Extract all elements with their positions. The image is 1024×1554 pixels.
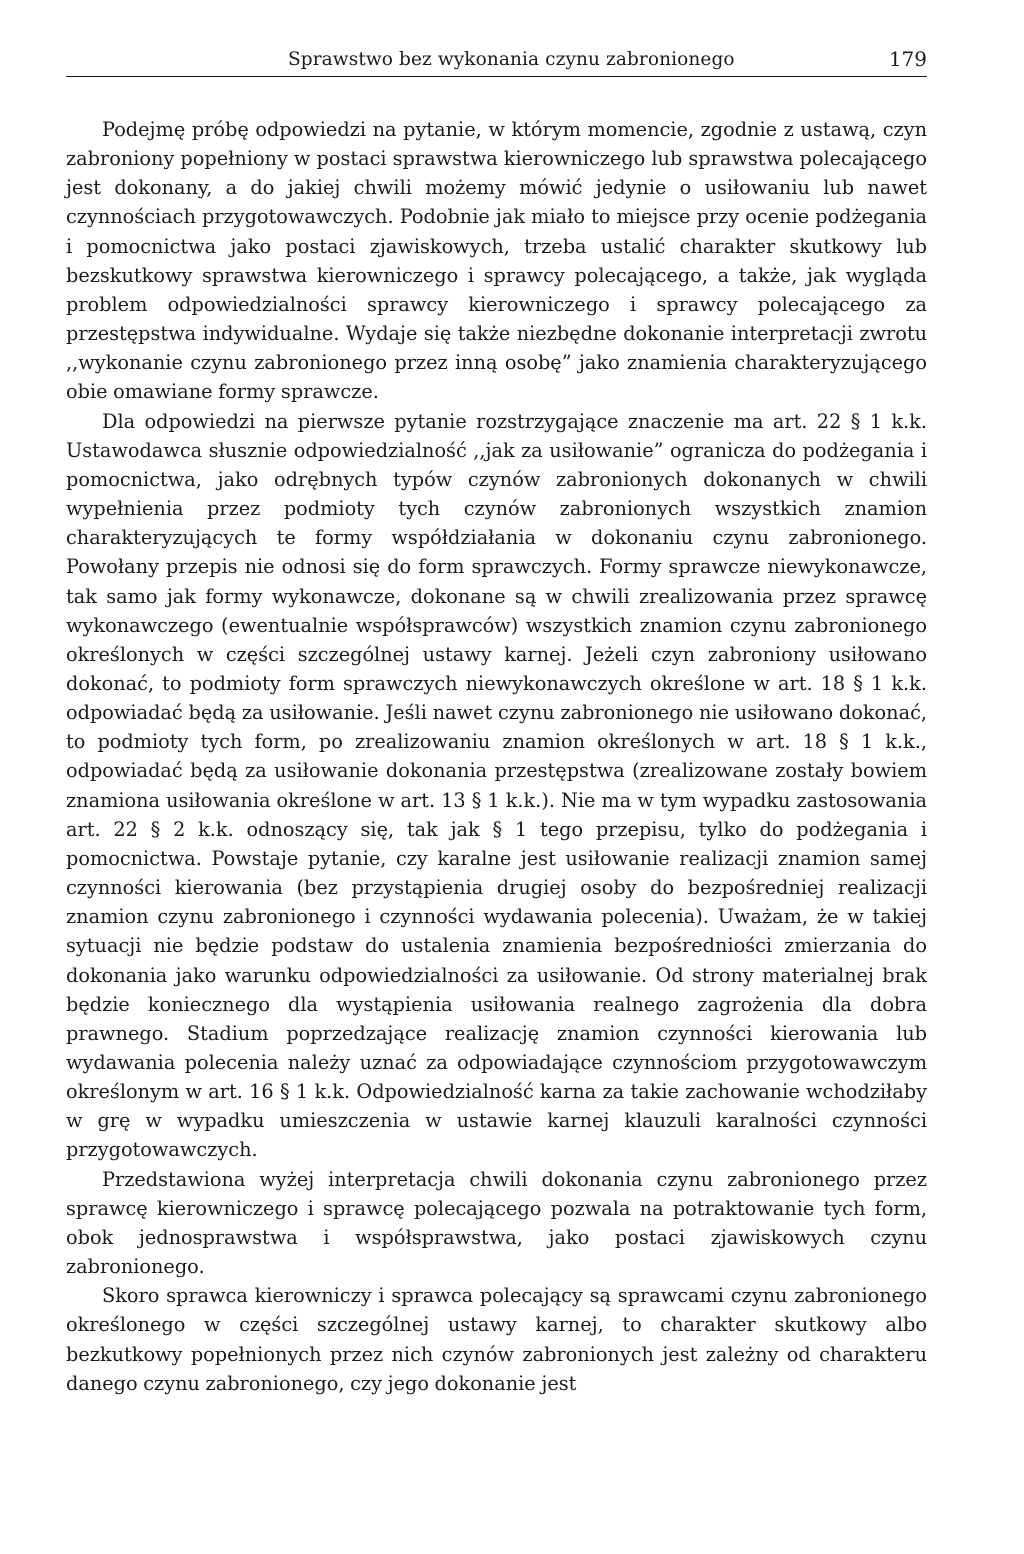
running-header (66, 0, 927, 77)
paragraph-2: Dla odpowiedzi na pierwsze pytanie rozstrzygające znaczenie ma art. 22 § 1 k.k. Ustawodawca słusznie odpowiedzialność ,,jak za usiłowanie” ogranicza do podżegania i pomocnictwa, jako odrębnych typów czynów zabronionych dokonanych w chwili wypełnienia przez podmioty tych czynów zabronionych wszystkich znamion charakteryzujących te formy współdziałania w dokonaniu czynu zabronionego. Powołany przepis nie odnosi się do form sprawczych. Formy sprawcze niewykonawcze, tak samo jak formy wykonawcze, dokonane są w chwili zrealizowania przez sprawcę wykonawczego (ewentualnie współsprawców) wszystkich znamion czynu zabronionego określonych w części szczególnej ustawy karnej. Jeżeli czyn zabroniony usiłowano dokonać, to podmioty form sprawczych niewykonawczych określone w art. 18 § 1 k.k. odpowiadać będą za usiłowanie. Jeśli nawet czynu zabronionego nie usiłowano dokonać, to podmioty tych form, po zrealizowaniu znamion określonych w art. 18 § 1 k.k., odpowiadać będą za usiłowanie dokonania przestępstwa (zrealizowane zostały bowiem znamiona usiłowania określone w art. 13 § 1 k.k.). Nie ma w tym wypadku zastosowania art. 22 § 2 k.k. odnoszący się, tak jak § 1 tego przepisu, tylko do podżegania i pomocnictwa. Powstaje pytanie, czy karalne jest usiłowanie realizacji znamion samej czynności kierowania (bez przystąpienia drugiej osoby do bezpośredniej realizacji znamion czynu zabronionego i czynności wydawania polecenia). Uważam, że w takiej sytuacji nie będzie podstaw do ustalenia znamienia bezpośredniości zmierzania do dokonania jako warunku odpowiedzialności za usiłowanie. Od strony materialnej brak będzie koniecznego dla wystąpienia usiłowania realnego zagrożenia dla dobra prawnego. Stadium poprzedzające realizację znamion czynności kierowania lub wydawania polecenia należy uznać za odpowiadające czynnościom przygotowawczym określonym w art. 16 § 1 k.k. Odpowiedzialność karna za takie zachowanie wchodziłaby w grę w wypadku umieszczenia w ustawie karnej klauzuli karalności czynności przygotowawczych. (66, 409, 927, 1162)
body-text (66, 115, 927, 1398)
page-number: 179 (888, 47, 927, 71)
book-page (66, 0, 927, 1398)
paragraph-3: Przedstawiona wyżej interpretacja chwili dokonania czynu zabronionego przez sprawcę kierowniczego i sprawcę polecającego pozwala na potraktowanie tych form, obok jednosprawstwa i współsprawstwa, jako postaci zjawiskowych czynu zabronionego. (66, 1167, 927, 1279)
paragraph-4: Skoro sprawca kierowniczy i sprawca polecający są sprawcami czynu zabronionego określonego w części szczególnej ustawy karnej, to charakter skutkowy albo bezkutkowy popełnionych przez nich czynów zabronionych jest zależny od charakteru danego czynu zabronionego, czy jego dokonanie jest (66, 1284, 927, 1395)
running-title: Sprawstwo bez wykonania czynu zabronionego (288, 49, 735, 70)
paragraph-1: Podejmę próbę odpowiedzi na pytanie, w którym momencie, zgodnie z ustawą, czyn zabroniony popełniony w postaci sprawstwa kierowniczego lub sprawstwa polecającego jest dokonany, a do jakiej chwili możemy mówić jedynie o usiłowaniu lub nawet czynnościach przygotowawczych. Podobnie jak miało to miejsce przy ocenie podżegania i pomocnictwa jako postaci zjawiskowych, trzeba ustalić charakter skutkowy lub bezskutkowy sprawstwa kierowniczego i sprawcy polecającego, a także, jak wygląda problem odpowiedzialności sprawcy kierowniczego i sprawcy polecającego za przestępstwa indywidualne. Wydaje się także niezbędne dokonanie interpretacji zwrotu ,,wykonanie czynu zabronionego przez inną osobę” jako znamienia charakteryzującego obie omawiane formy sprawcze. (66, 118, 927, 404)
